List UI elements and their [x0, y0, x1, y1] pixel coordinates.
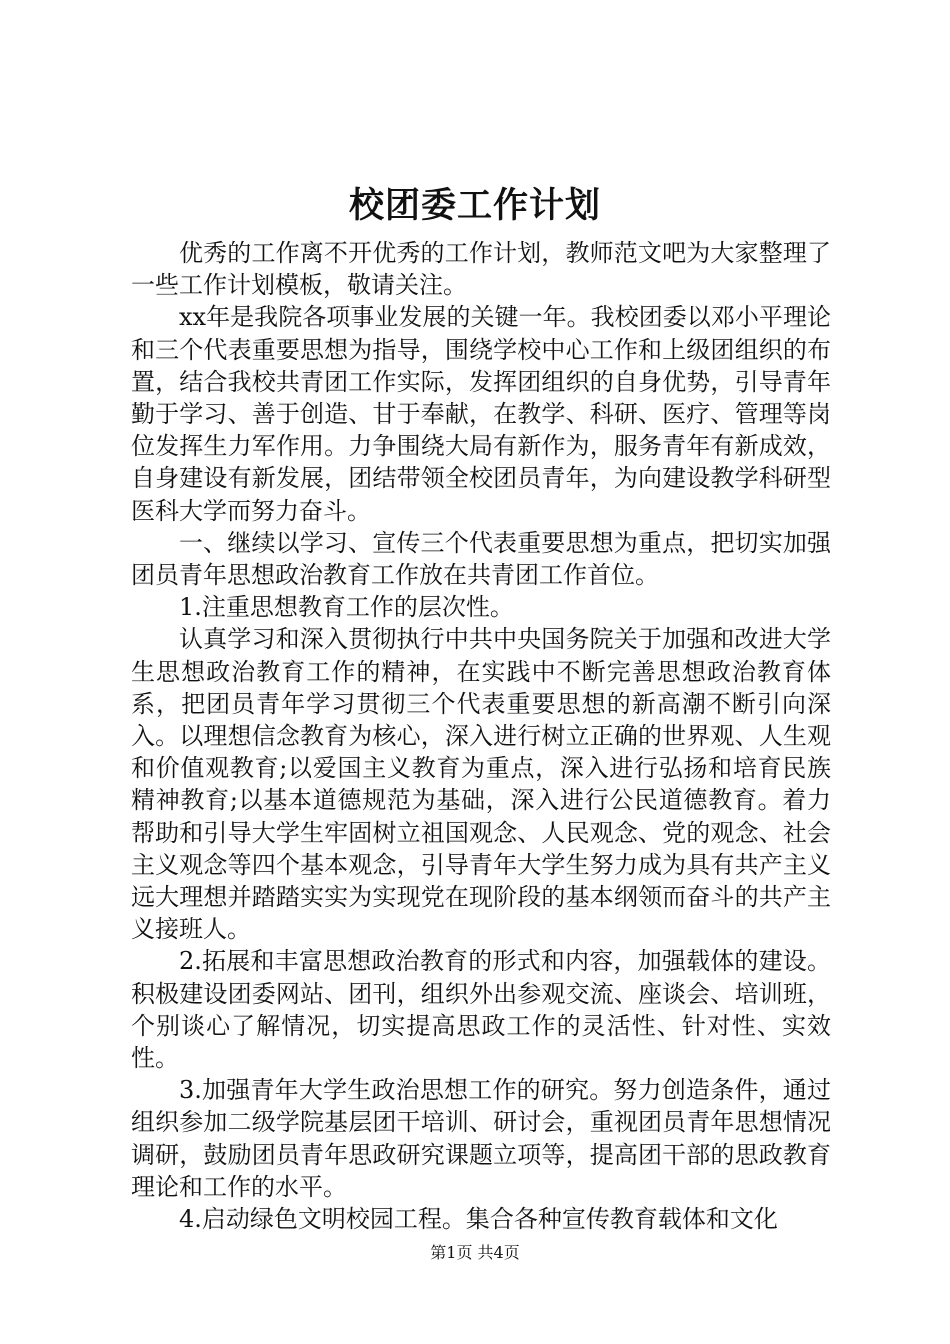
paragraph: xx年是我院各项事业发展的关键一年。我校团委以邓小平理论和三个代表重要思想为指导，围绕学校中心工作和上级团组织的布置，结合我校共青团工作实际，发挥团组织的自身优势，引导青年勤于学习、善于创造、甘于奉献，在教学、科研、医疗、管理等岗位发挥生力军作用。力争围绕大局有新作为，服务青年有新成效，自身建设有新发展，团结带领全校团员青年，为向建设教学科研型医科大学而努力奋斗。: [131, 303, 831, 525]
paragraph: 4.启动绿色文明校园工程。集合各种宣传教育载体和文化: [179, 1205, 778, 1234]
paragraph: 优秀的工作离不开优秀的工作计划，教师范文吧为大家整理了一些工作计划模板，敬请关注。: [131, 239, 831, 300]
document-body: [131, 237, 831, 1235]
paragraph: 2.拓展和丰富思想政治教育的形式和内容，加强载体的建设。积极建设团委网站、团刊，组织外出参观交流、座谈会、培训班，个别谈心了解情况，切实提高思政工作的灵活性、针对性、实效性。: [131, 947, 831, 1073]
paragraph: 1.注重思想教育工作的层次性。: [179, 593, 514, 622]
paragraph: 认真学习和深入贯彻执行中共中央国务院关于加强和改进大学生思想政治教育工作的精神，在实践中不断完善思想政治教育体系，把团员青年学习贯彻三个代表重要思想的新高潮不断引向深入。以理想信念教育为核心，深入进行树立正确的世界观、人生观和价值观教育;以爱国主义教育为重点，深入进行弘扬和培育民族精神教育;以基本道德规范为基础，深入进行公民道德教育。着力帮助和引导大学生牢固树立祖国观念、人民观念、党的观念、社会主义观念等四个基本观念，引导青年大学生努力成为具有共产主义远大理想并踏踏实实为实现党在现阶段的基本纲领而奋斗的共产主义接班人。: [131, 625, 831, 944]
paragraph: 3.加强青年大学生政治思想工作的研究。努力创造条件，通过组织参加二级学院基层团干培训、研讨会，重视团员青年思想情况调研，鼓励团员青年思政研究课题立项等，提高团干部的思政教育理论和工作的水平。: [131, 1076, 831, 1201]
document-title: 校团委工作计划: [348, 185, 601, 226]
paragraph: 一、继续以学习、宣传三个代表重要思想为重点，把切实加强团员青年思想政治教育工作放在共青团工作首位。: [131, 528, 831, 590]
page-number-footer: 第1页 共4页: [430, 1243, 520, 1262]
